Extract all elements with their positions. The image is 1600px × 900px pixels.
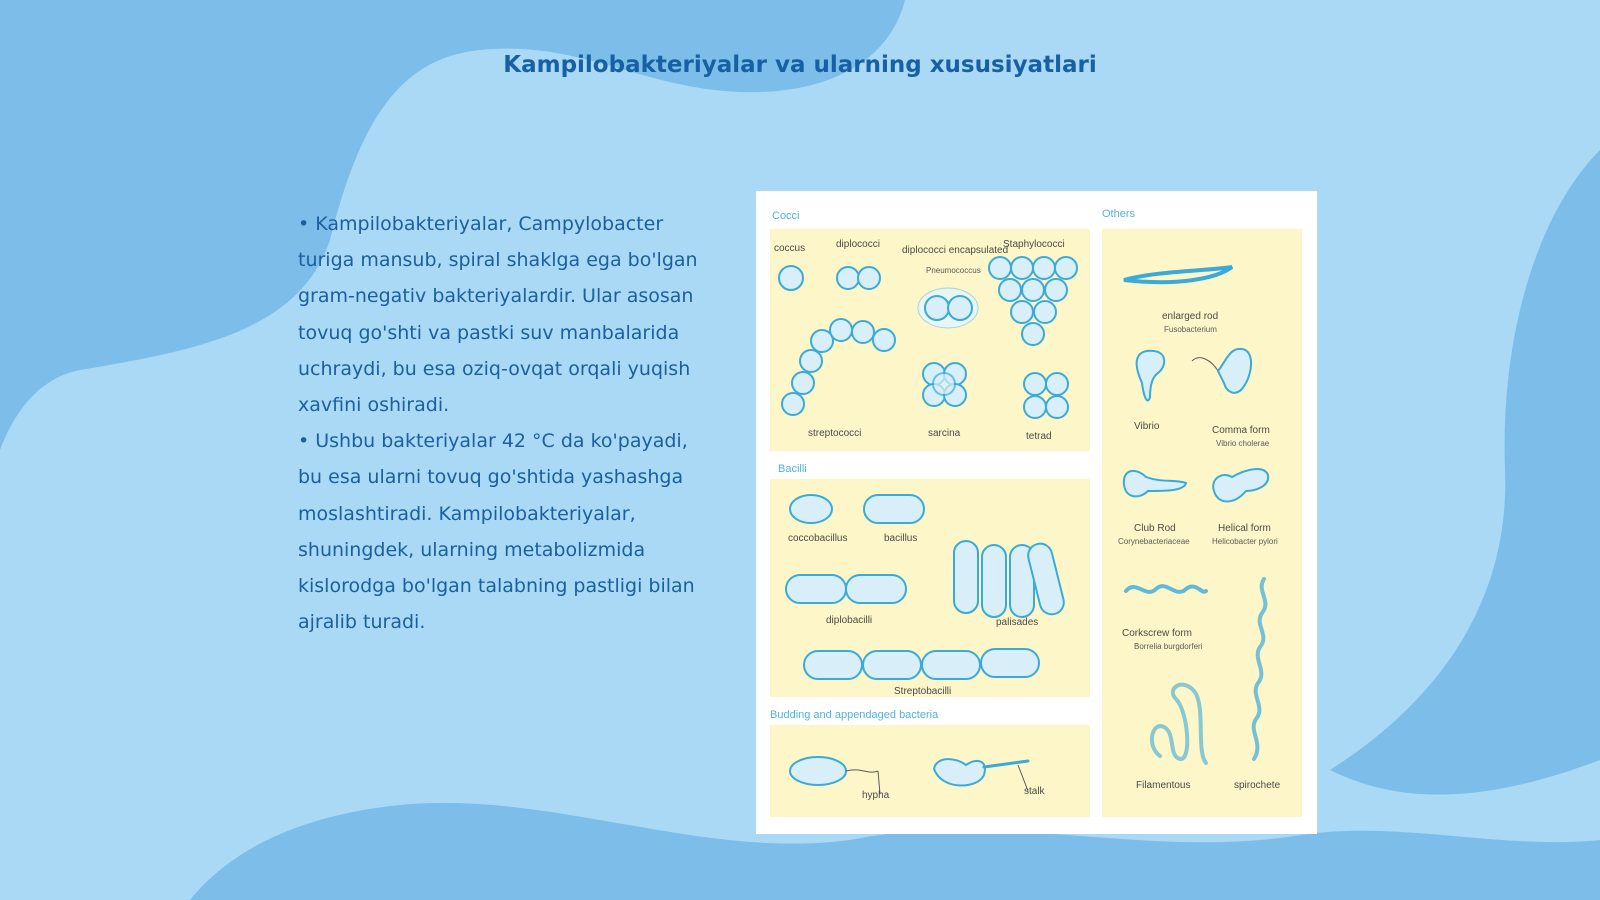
label-filamentous: Filamentous — [1136, 780, 1191, 791]
paragraph-2: • Ushbu bakteriyalar 42 °C da ko'payadi, bu esa ularni tovuq go'shtida yashashga moslashtiradi. Kampilobakteriyalar, shuningdek, ularning metabolizmida kislorodga bo'lgan talabning pastligi bilan ajralib turadi. — [298, 430, 695, 634]
label-staphylococci: Staphylococci — [1003, 239, 1065, 250]
label-streptococci: streptococci — [808, 428, 862, 439]
section-budding: Budding and appendaged bacteria — [770, 709, 939, 721]
section-bacilli: Bacilli — [778, 463, 807, 475]
label-diplobacilli: diplobacilli — [826, 615, 873, 626]
section-others: Others — [1102, 208, 1136, 220]
label-sarcina: sarcina — [928, 428, 961, 439]
label-vibrio: Vibrio — [1134, 421, 1160, 432]
label-spirochete: spirochete — [1234, 780, 1281, 791]
label-helical-form-sub: Helicobacter pylori — [1212, 537, 1278, 546]
label-corkscrew-form-sub: Borrelia burgdorferi — [1134, 642, 1203, 651]
label-comma-form-sub: Vibrio cholerae — [1216, 439, 1270, 448]
label-stalk: stalk — [1024, 786, 1045, 797]
sarcina-illustration — [923, 363, 966, 406]
bacteria-shapes-figure — [756, 191, 1317, 834]
label-pneumococcus: Pneumococcus — [926, 266, 981, 275]
coccobacillus-illustration — [790, 495, 832, 523]
label-fusobacterium: Fusobacterium — [1164, 325, 1217, 334]
label-bacillus: bacillus — [884, 533, 918, 544]
label-comma-form: Comma form — [1212, 425, 1270, 436]
body-text — [298, 206, 708, 640]
label-diplococci: diplococci — [836, 239, 880, 250]
label-club-rod: Club Rod — [1134, 523, 1176, 534]
label-hypha: hypha — [862, 790, 890, 801]
diplococci-encapsulated-illustration — [918, 288, 978, 328]
label-streptobacilli: Streptobacilli — [894, 686, 952, 697]
label-tetrad: tetrad — [1026, 431, 1052, 442]
label-corkscrew-form: Corkscrew form — [1122, 628, 1193, 639]
label-diplococci-encapsulated: diplococci encapsulated — [902, 245, 1009, 256]
label-club-rod-sub: Corynebacteriaceae — [1118, 537, 1190, 546]
label-enlarged-rod: enlarged rod — [1162, 311, 1219, 322]
section-cocci: Cocci — [772, 210, 800, 222]
bacillus-illustration — [864, 495, 924, 523]
coccus-illustration — [779, 266, 803, 290]
palisades-illustration — [954, 541, 1066, 617]
label-coccus: coccus — [774, 243, 806, 254]
paragraph-1: • Kampilobakteriyalar, Campylobacter turiga mansub, spiral shaklga ega bo'lgan gram-negativ bakteriyalardir. Ular asosan tovuq go'shti va pastki suv manbalarida uchraydi, bu esa oziq-ovqat orqali yuqish xavfini oshiradi. — [298, 213, 698, 417]
label-coccobacillus: coccobacillus — [788, 533, 848, 544]
label-helical-form: Helical form — [1218, 523, 1271, 534]
label-palisades: palisades — [996, 617, 1039, 628]
slide-title: Kampilobakteriyalar va ularning xususiyatlari — [503, 52, 1097, 78]
